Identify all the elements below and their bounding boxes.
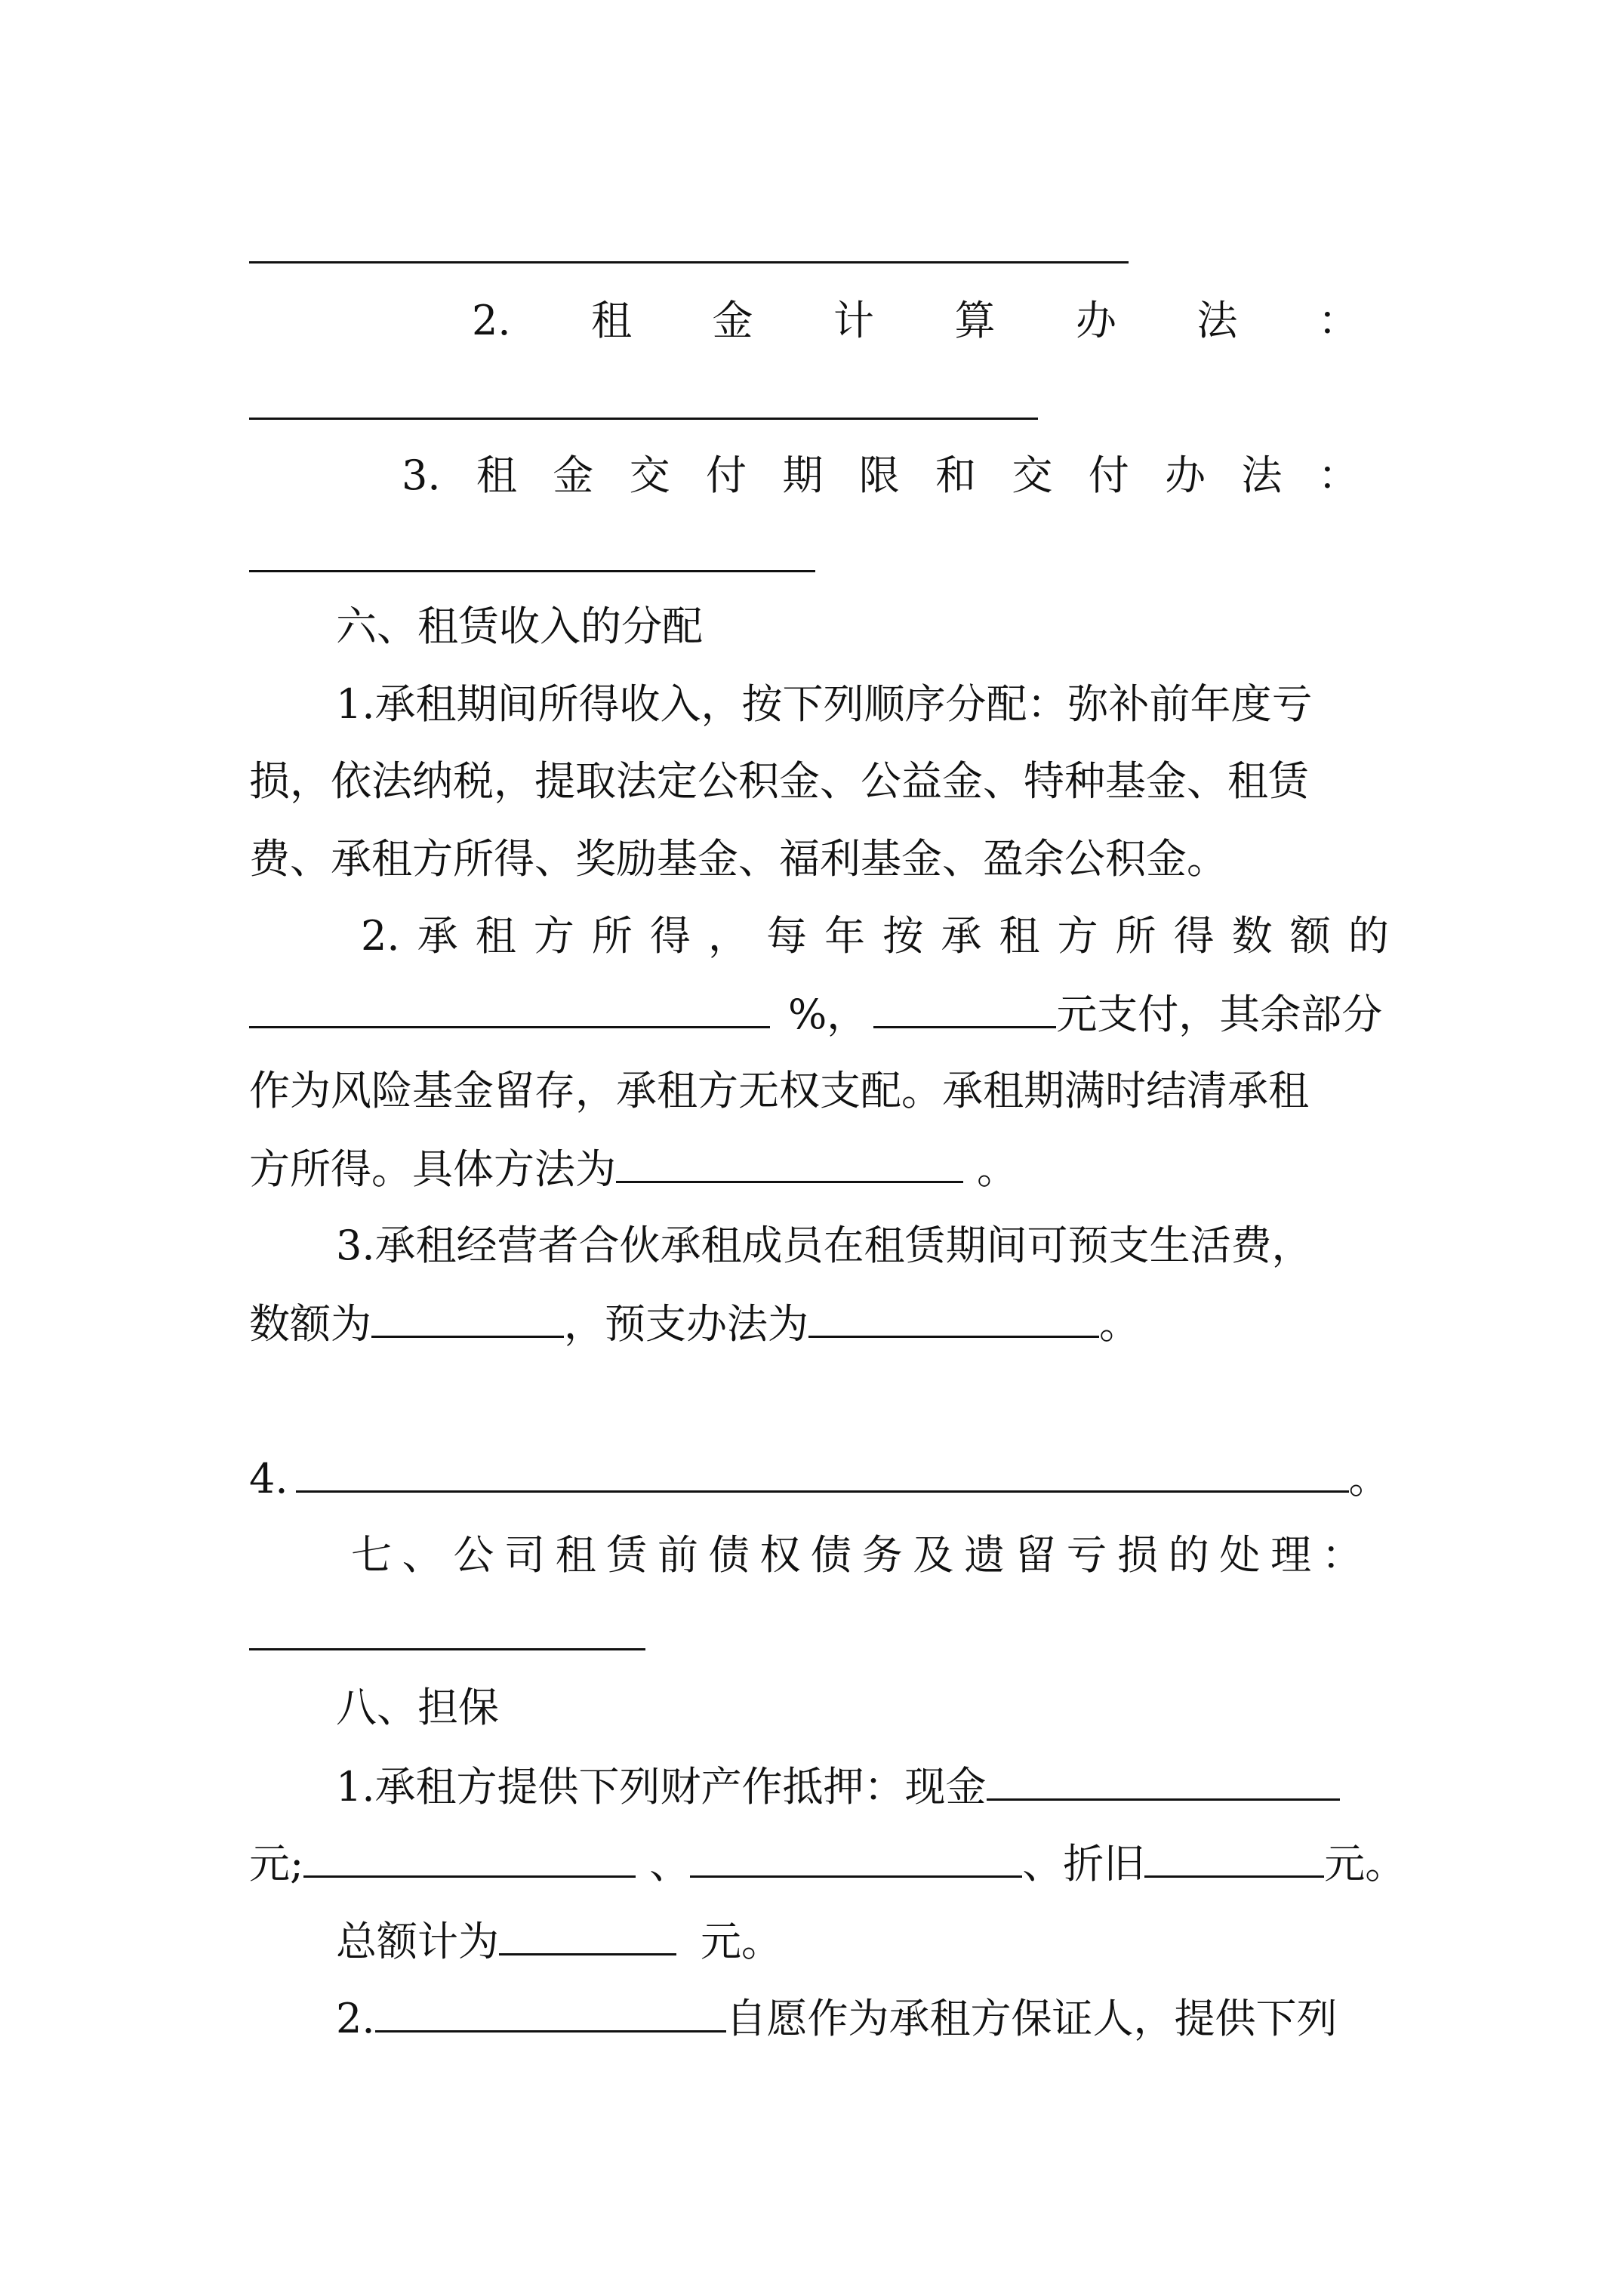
- text-char: 租: [591, 297, 633, 344]
- fill-in-blank: [371, 1289, 564, 1338]
- fill-in-blank: [690, 1829, 1022, 1878]
- fill-in-blank: [873, 979, 1056, 1028]
- text-char: 方: [1057, 912, 1098, 960]
- period: 。: [1099, 1300, 1140, 1348]
- text-char: 承: [417, 912, 458, 960]
- fill-in-blank: [987, 1752, 1340, 1801]
- text-char: 、: [402, 1531, 443, 1579]
- text-char: 额: [1289, 912, 1331, 960]
- section-heading-text: 八、担保: [336, 1684, 499, 1731]
- text-char: 2.: [361, 912, 400, 960]
- text-char: ，: [708, 912, 749, 960]
- separator: 、: [649, 1840, 691, 1888]
- text-char: 付: [705, 451, 747, 499]
- text-char: 承: [941, 912, 982, 960]
- fill-in-blank: [249, 1648, 645, 1650]
- text-char: 损: [1117, 1531, 1159, 1579]
- paragraph-text: 费、承租方所得、奖励基金、福利基金、盈余公积金。: [249, 835, 1227, 883]
- section-heading: [351, 1521, 1363, 1589]
- text-char: 债: [811, 1531, 852, 1579]
- text-char: 方: [533, 912, 574, 960]
- fill-in-blank: [808, 1289, 1099, 1338]
- text-char: 3.: [402, 451, 441, 499]
- text-char: 办: [1075, 297, 1116, 344]
- paragraph-line: [336, 1752, 1389, 1820]
- text-char: 按: [882, 912, 924, 960]
- paragraph-text: 3.承租经营者合伙承租成员在租赁期间可预支生活费，: [336, 1222, 1313, 1269]
- section-heading-text: 六、租赁收入的分配: [336, 603, 703, 650]
- fill-in-blank: [249, 261, 1129, 264]
- text-char: 租: [555, 1531, 596, 1579]
- paragraph-line: [361, 902, 1389, 970]
- paragraph-text: 自愿作为承租方保证人，提供下列: [725, 1995, 1338, 2042]
- item-number: 2.: [336, 1995, 375, 2042]
- text-char: 公: [453, 1531, 494, 1579]
- paragraph-text: 元。: [701, 1918, 782, 1965]
- text-char: 遗: [964, 1531, 1006, 1579]
- paragraph-text: 数额为: [249, 1300, 371, 1348]
- paragraph-line: [249, 979, 1389, 1047]
- text-char: 金: [712, 297, 753, 344]
- paragraph-text: 方所得。具体方法为: [249, 1145, 616, 1193]
- text-char: 及: [913, 1531, 954, 1579]
- text-char: 付: [1088, 451, 1129, 499]
- paragraph-line: [249, 1289, 1389, 1357]
- fill-in-blank: [249, 418, 1038, 420]
- text-char: 2.: [472, 297, 511, 344]
- paragraph-line: [249, 825, 1389, 893]
- text-char: 的: [1347, 912, 1389, 960]
- paragraph-text: 元;: [249, 1840, 304, 1888]
- section-heading: [336, 593, 1476, 661]
- text-char: 留: [1015, 1531, 1056, 1579]
- paragraph-line: [336, 670, 1389, 738]
- text-char: 金: [553, 451, 594, 499]
- text-char: 租: [476, 451, 517, 499]
- paragraph-line: [249, 1134, 1389, 1202]
- paragraph-line: [249, 747, 1389, 815]
- paragraph-text: ，预支办法为: [564, 1300, 808, 1348]
- rent-calc-method-line: [472, 287, 1359, 355]
- text-char: 债: [708, 1531, 750, 1579]
- text-char: 租: [999, 912, 1040, 960]
- paragraph-line: [336, 1212, 1400, 1280]
- text-char: 年: [824, 912, 866, 960]
- paragraph-line: [336, 1983, 1389, 2051]
- text-char: 权: [759, 1531, 801, 1579]
- text-char: 交: [629, 451, 670, 499]
- text-char: 所: [1115, 912, 1156, 960]
- fill-in-blank: [249, 979, 770, 1028]
- period: 。: [1348, 1455, 1390, 1502]
- text-char: 赁: [606, 1531, 648, 1579]
- text-char: ：: [1321, 1531, 1363, 1579]
- period: 。: [977, 1145, 1018, 1193]
- text-char: 务: [861, 1531, 903, 1579]
- text-char: 交: [1012, 451, 1053, 499]
- paragraph-text: 1.承租方提供下列财产作抵押：现金: [336, 1763, 987, 1811]
- paragraph-text: 作为风险基金留存，承租方无权支配。承租期满时结清承租: [249, 1067, 1309, 1114]
- paragraph-text: 1.承租期间所得收入，按下列顺序分配：弥补前年度亏: [336, 680, 1313, 728]
- fill-in-blank: [296, 1444, 1349, 1493]
- text-char: 数: [1231, 912, 1273, 960]
- text-char: ：: [1317, 297, 1359, 344]
- text-char: 亏: [1066, 1531, 1107, 1579]
- paragraph-text: 元。: [1324, 1840, 1406, 1888]
- text-char: 法: [1196, 297, 1238, 344]
- fill-in-blank: [616, 1134, 963, 1183]
- paragraph-line: [249, 1444, 1397, 1512]
- text-char: 限: [858, 451, 900, 499]
- section-heading: [336, 1674, 1476, 1742]
- fill-in-blank: [303, 1829, 636, 1878]
- text-char: 算: [954, 297, 996, 344]
- fill-in-blank: [249, 570, 815, 572]
- paragraph-line: [249, 1057, 1389, 1125]
- payment-text: 元支付，其余部分: [1056, 991, 1383, 1038]
- text-char: ：: [1317, 451, 1359, 499]
- text-char: 所: [591, 912, 633, 960]
- text-char: 的: [1168, 1531, 1209, 1579]
- item-number: 4.: [249, 1455, 288, 1502]
- paragraph-line: [336, 1906, 1476, 1974]
- paragraph-text: 损，依法纳税，提取法定公积金、公益金、特种基金、租赁: [249, 757, 1309, 805]
- text-char: 得: [1173, 912, 1215, 960]
- text-char: 每: [766, 912, 808, 960]
- rent-payment-terms-line: [402, 442, 1359, 510]
- text-char: 七: [351, 1531, 392, 1579]
- fill-in-blank: [375, 1983, 726, 2032]
- text-char: 计: [833, 297, 874, 344]
- text-char: 处: [1219, 1531, 1261, 1579]
- text-char: 理: [1270, 1531, 1312, 1579]
- fill-in-blank: [499, 1906, 676, 1955]
- text-char: 和: [935, 451, 977, 499]
- paragraph-text: 、折旧: [1022, 1840, 1145, 1888]
- text-char: 司: [504, 1531, 546, 1579]
- paragraph-line: [249, 1829, 1406, 1897]
- text-char: 办: [1165, 451, 1206, 499]
- paragraph-text: 总额计为: [336, 1918, 499, 1965]
- text-char: 前: [658, 1531, 699, 1579]
- percent-label: %，: [788, 991, 868, 1038]
- text-char: 期: [782, 451, 824, 499]
- text-char: 得: [649, 912, 691, 960]
- text-char: 租: [475, 912, 516, 960]
- text-char: 法: [1241, 451, 1283, 499]
- fill-in-blank: [1144, 1829, 1324, 1878]
